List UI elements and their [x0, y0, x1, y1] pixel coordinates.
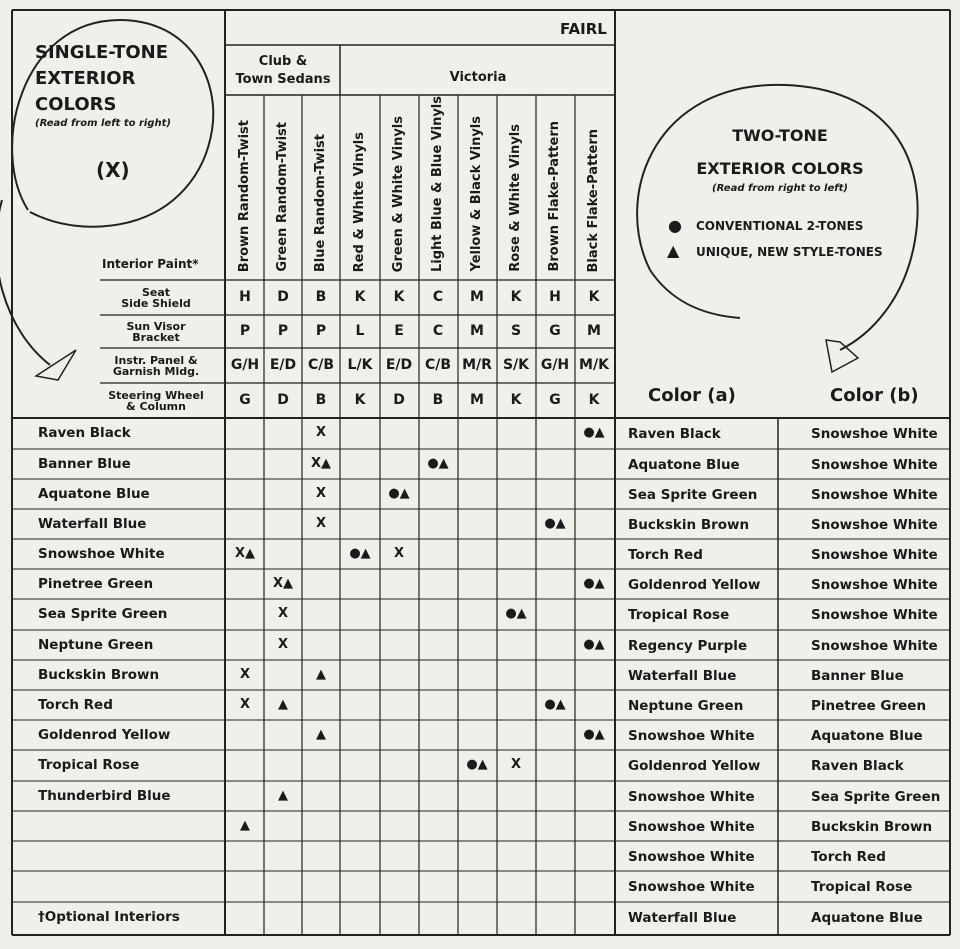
color-mark: ●▲ — [388, 486, 410, 501]
two-tone-color-a: Tropical Rose — [628, 607, 730, 623]
interior-code: D — [277, 391, 289, 408]
color-mark: ▲ — [240, 818, 250, 833]
interior-row-label — [96, 390, 216, 412]
two-tone-title-line2: EXTERIOR COLORS — [696, 159, 864, 178]
two-tone-color-a: Regency Purple — [628, 638, 748, 654]
color-mark: ▲ — [316, 667, 326, 682]
exterior-row-label: Snowshoe White — [38, 546, 165, 562]
color-mark: X — [315, 486, 327, 501]
interior-code: E — [394, 322, 404, 339]
color-a-header: Color (a) — [648, 385, 736, 406]
two-tone-color-a: Goldenrod Yellow — [628, 758, 761, 774]
column-label: Light Blue & Blue Vinyls — [430, 95, 445, 272]
exterior-row-label: Buckskin Brown — [38, 667, 160, 683]
interior-code: K — [510, 288, 522, 305]
two-tone-color-b: Snowshoe White — [811, 517, 938, 533]
interior-code: G/H — [230, 356, 260, 373]
color-mark: X — [277, 606, 289, 621]
interior-code: K — [354, 391, 366, 408]
interior-row-label-line1: Seat — [141, 285, 171, 299]
exterior-row-label: Tropical Rose — [38, 757, 140, 773]
single-tone-title — [35, 40, 168, 118]
interior-code: C — [432, 322, 444, 339]
model-title: FAIRL — [560, 20, 607, 38]
color-mark: ●▲ — [583, 637, 605, 652]
column-label: Rose & White Vinyls — [508, 124, 523, 272]
interior-code: L/K — [347, 356, 373, 373]
column-label: Yellow & Black Vinyls — [469, 116, 484, 272]
color-mark: X — [315, 425, 327, 440]
interior-row-label-line1: Instr. Panel & — [114, 353, 198, 367]
color-mark: ▲ — [316, 727, 326, 742]
color-mark: ●▲ — [466, 757, 488, 772]
interior-code: K — [393, 288, 405, 305]
two-tone-color-a: Snowshoe White — [628, 879, 755, 895]
color-mark: ●▲ — [544, 516, 566, 531]
exterior-row-label: Pinetree Green — [38, 576, 154, 592]
interior-code: P — [277, 322, 289, 339]
two-tone-color-a: Goldenrod Yellow — [628, 577, 761, 593]
color-mark: ●▲ — [583, 727, 605, 742]
exterior-row-label: †Optional Interiors — [38, 909, 180, 925]
two-tone-color-a: Snowshoe White — [628, 849, 755, 865]
interior-code: S/K — [502, 356, 530, 373]
interior-code: B — [315, 391, 327, 408]
interior-row-label — [96, 287, 216, 309]
group-club — [226, 53, 340, 89]
interior-code: M — [470, 322, 484, 339]
interior-code: K — [354, 288, 366, 305]
interior-code: E/D — [269, 356, 297, 373]
interior-code: P — [239, 322, 251, 339]
two-tone-color-b: Snowshoe White — [811, 638, 938, 654]
interior-code: M/R — [462, 356, 492, 373]
two-tone-color-a: Waterfall Blue — [628, 668, 737, 684]
two-tone-color-a: Buckskin Brown — [628, 517, 750, 533]
interior-code: D — [393, 391, 405, 408]
interior-code: M — [587, 322, 601, 339]
interior-code: C/B — [307, 356, 335, 373]
color-mark: ▲ — [278, 697, 288, 712]
color-mark: X — [510, 757, 522, 772]
single-tone-title-line2: EXTERIOR — [35, 68, 136, 89]
color-mark: ●▲ — [583, 576, 605, 591]
legend-conventional: CONVENTIONAL 2-TONES — [696, 219, 864, 233]
two-tone-color-b: Pinetree Green — [811, 698, 927, 714]
interior-row-label-line2: Bracket — [132, 330, 180, 344]
exterior-row-label: Aquatone Blue — [38, 486, 150, 502]
color-mark: ▲ — [278, 788, 288, 803]
exterior-row-label: Waterfall Blue — [38, 516, 147, 532]
two-tone-color-b: Torch Red — [811, 849, 886, 865]
two-tone-color-a: Torch Red — [628, 547, 703, 563]
interior-code: K — [588, 288, 600, 305]
interior-code: G — [549, 391, 561, 408]
two-tone-color-a: Raven Black — [628, 426, 721, 442]
column-label: Blue Random-Twist — [313, 133, 328, 272]
two-tone-color-b: Snowshoe White — [811, 607, 938, 623]
interior-paint-label: Interior Paint* — [102, 257, 199, 271]
column-label: Red & White Vinyls — [352, 131, 367, 272]
column-label: Black Flake-Pattern — [586, 128, 601, 272]
column-label: Brown Flake-Pattern — [547, 121, 562, 272]
interior-code: C/B — [424, 356, 452, 373]
color-b-header: Color (b) — [830, 385, 919, 406]
two-tone-color-a: Sea Sprite Green — [628, 487, 758, 503]
interior-code: G — [239, 391, 251, 408]
exterior-row-label: Thunderbird Blue — [38, 788, 171, 804]
interior-code: M/K — [579, 356, 609, 373]
interior-code: C — [432, 288, 444, 305]
column-label: Green & White Vinyls — [391, 115, 406, 272]
color-mark: X▲ — [310, 456, 332, 471]
two-tone-color-b: Aquatone Blue — [811, 910, 923, 926]
interior-code: H — [239, 288, 251, 305]
exterior-row-label: Torch Red — [38, 697, 113, 713]
two-tone-color-b: Snowshoe White — [811, 487, 938, 503]
two-tone-title-line1: TWO-TONE — [732, 126, 828, 145]
interior-code: H — [549, 288, 561, 305]
exterior-row-label: Raven Black — [38, 425, 131, 441]
two-tone-color-b: Snowshoe White — [811, 547, 938, 563]
interior-row-label — [96, 321, 216, 343]
interior-code: D — [277, 288, 289, 305]
two-tone-color-b: Banner Blue — [811, 668, 904, 684]
color-mark: X — [277, 637, 289, 652]
color-mark: ●▲ — [427, 456, 449, 471]
group-victoria: Victoria — [449, 70, 507, 85]
interior-code: M — [470, 288, 484, 305]
interior-code: M — [470, 391, 484, 408]
two-tone-color-a: Snowshoe White — [628, 819, 755, 835]
exterior-row-label: Sea Sprite Green — [38, 606, 168, 622]
interior-row-label-line1: Sun Visor — [126, 319, 186, 333]
two-tone-color-b: Snowshoe White — [811, 457, 938, 473]
single-tone-title-line1: SINGLE-TONE — [35, 42, 169, 63]
two-tone-color-a: Snowshoe White — [628, 789, 755, 805]
color-mark: X▲ — [272, 576, 294, 591]
two-tone-color-b: Sea Sprite Green — [811, 789, 941, 805]
interior-code: K — [510, 391, 522, 408]
two-tone-color-a: Aquatone Blue — [628, 457, 740, 473]
interior-code: G — [549, 322, 561, 339]
color-mark: X — [239, 697, 251, 712]
two-tone-color-b: Aquatone Blue — [811, 728, 923, 744]
interior-code: B — [315, 288, 327, 305]
interior-code: K — [588, 391, 600, 408]
interior-row-label-line2: Garnish Mldg. — [112, 364, 200, 378]
circle-icon: ● — [668, 216, 682, 235]
triangle-icon: ▲ — [667, 241, 680, 260]
two-tone-color-a: Snowshoe White — [628, 728, 755, 744]
two-tone-color-b: Tropical Rose — [811, 879, 913, 895]
single-tone-symbol: (X) — [96, 158, 130, 182]
color-mark: ●▲ — [544, 697, 566, 712]
column-label: Brown Random-Twist — [237, 119, 252, 272]
color-mark: X▲ — [234, 546, 256, 561]
color-mark: X — [393, 546, 405, 561]
interior-code: L — [355, 322, 365, 339]
two-tone-color-b: Buckskin Brown — [811, 819, 933, 835]
single-tone-title-line3: COLORS — [35, 94, 117, 115]
interior-row-label-line1: Steering Wheel — [108, 388, 204, 402]
exterior-row-label: Neptune Green — [38, 637, 154, 653]
two-tone-color-a: Neptune Green — [628, 698, 744, 714]
group-club-line2: Town Sedans — [235, 72, 331, 87]
interior-row-label-line2: & Column — [126, 399, 186, 413]
color-mark: ●▲ — [349, 546, 371, 561]
interior-code: B — [432, 391, 444, 408]
two-tone-subtitle: (Read from right to left) — [712, 183, 848, 194]
color-mark: X — [239, 667, 251, 682]
legend-unique: UNIQUE, NEW STYLE-TONES — [696, 245, 883, 259]
color-mark: X — [315, 516, 327, 531]
two-tone-color-b: Snowshoe White — [811, 426, 938, 442]
two-tone-color-a: Waterfall Blue — [628, 910, 737, 926]
column-label: Green Random-Twist — [275, 122, 290, 272]
interior-row-label-line2: Side Shield — [121, 296, 191, 310]
color-mark: ●▲ — [505, 606, 527, 621]
exterior-row-label: Banner Blue — [38, 456, 131, 472]
single-tone-subtitle: (Read from left to right) — [35, 118, 171, 129]
interior-code: P — [315, 322, 327, 339]
group-club-line1: Club & — [258, 54, 308, 69]
two-tone-color-b: Raven Black — [811, 758, 904, 774]
interior-code: S — [510, 322, 522, 339]
two-tone-color-b: Snowshoe White — [811, 577, 938, 593]
interior-row-label — [96, 355, 216, 377]
interior-code: E/D — [385, 356, 413, 373]
exterior-row-label: Goldenrod Yellow — [38, 727, 171, 743]
interior-code: G/H — [540, 356, 570, 373]
color-mark: ●▲ — [583, 425, 605, 440]
